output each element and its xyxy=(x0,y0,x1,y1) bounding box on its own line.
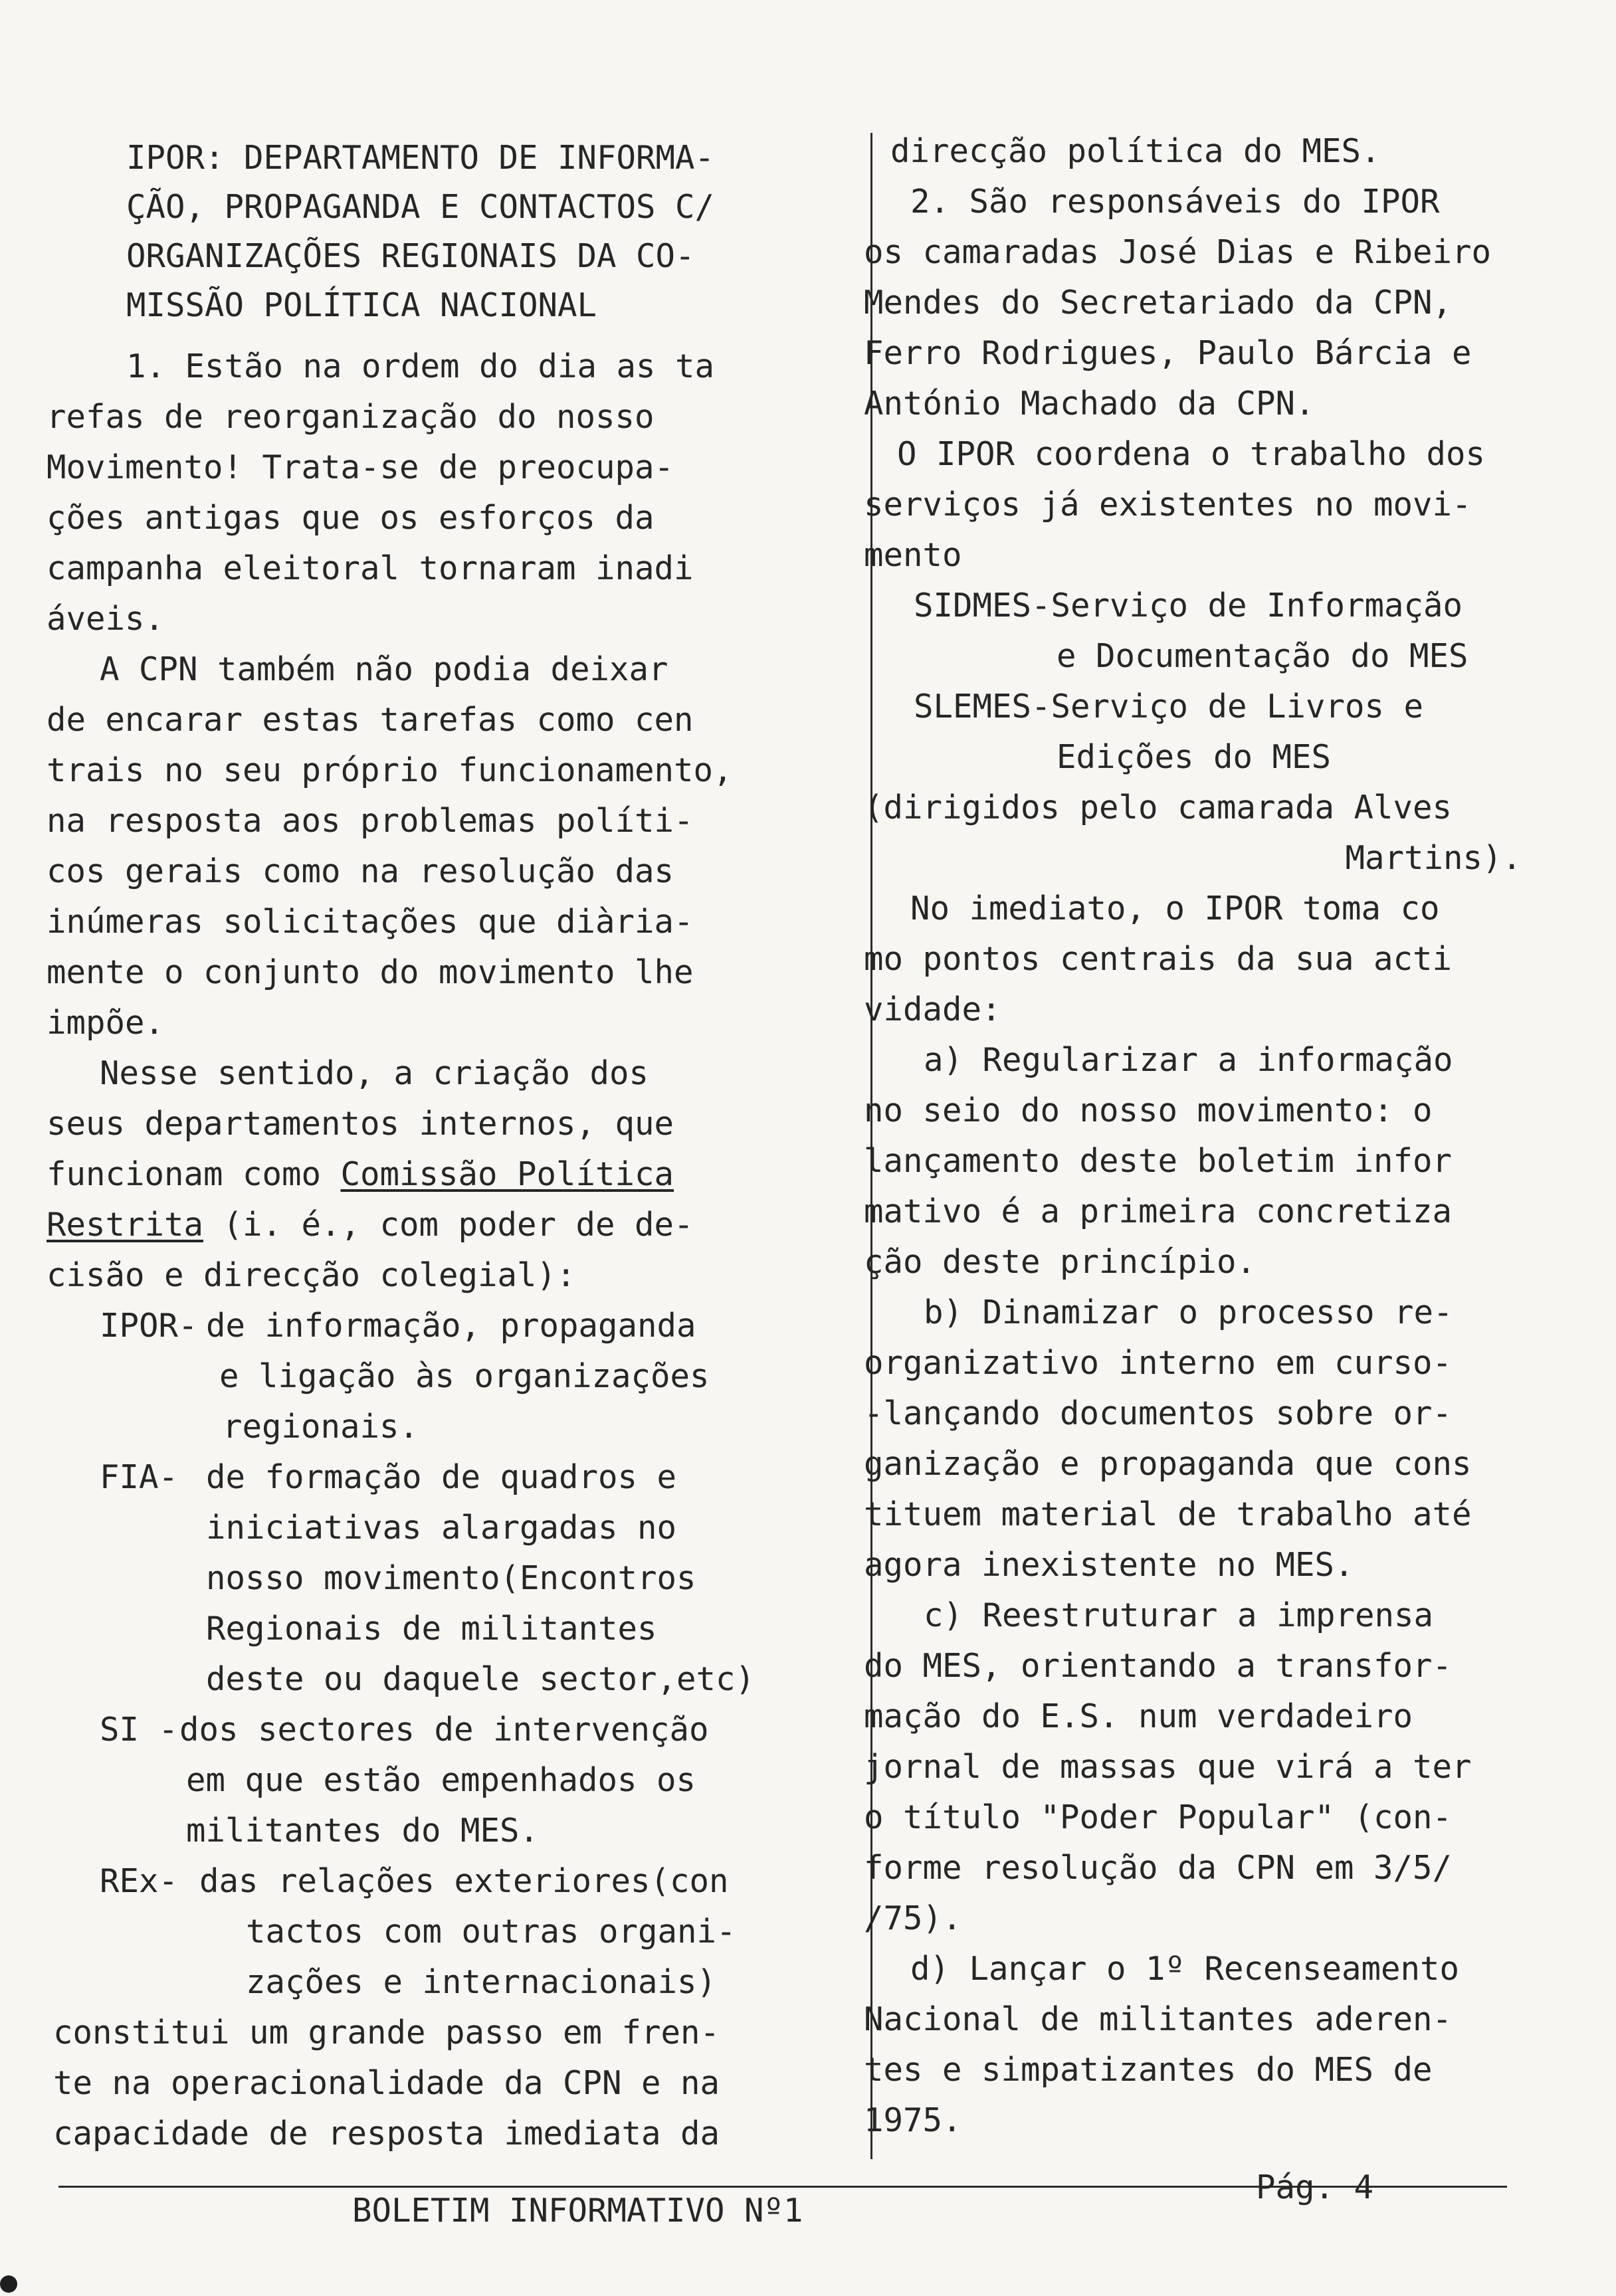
title-line: ORGANIZAÇÕES REGIONAIS DA CO- xyxy=(126,237,695,275)
text-line: tes e simpatizantes do MES de xyxy=(864,2051,1433,2089)
text-line: -lançando documentos sobre or- xyxy=(864,1394,1453,1432)
left-column xyxy=(47,133,857,2159)
text-line: forme resolução da CPN em 3/5/ xyxy=(864,1849,1453,1887)
text-line: Mendes do Secretariado da CPN, xyxy=(864,284,1453,322)
text-line: ções antigas que os esforços da xyxy=(47,499,655,537)
paragraph-1 xyxy=(47,341,857,644)
text-span: de informação, propaganda xyxy=(206,1307,696,1345)
text-line: Nesse sentido, a criação dos xyxy=(100,1054,649,1092)
text-line: impõe. xyxy=(47,1004,165,1042)
service-line: SLEMES-Serviço de Livros e xyxy=(914,688,1424,725)
item-c xyxy=(857,1590,1528,1944)
text-line: lançamento deste boletim infor xyxy=(864,1142,1453,1180)
text-line: (dirigidos pelo camarada Alves xyxy=(864,789,1453,826)
text-span: funcionam como xyxy=(47,1155,322,1193)
department-label: IPOR- xyxy=(100,1307,198,1345)
text-span: de formação de quadros e xyxy=(206,1458,677,1496)
text-line: vidade: xyxy=(864,991,1001,1028)
text-span: das relações exteriores(con xyxy=(199,1862,729,1900)
service-line: Edições do MES xyxy=(1057,738,1332,776)
paragraph-4-right xyxy=(857,884,1528,1035)
text-line: refas de reorganização do nosso xyxy=(47,398,655,436)
text-line xyxy=(47,1149,857,1200)
title-line: ÇÃO, PROPAGANDA E CONTACTOS C/ xyxy=(126,188,715,226)
text-line: trais no seu próprio funcionamento, xyxy=(47,751,733,789)
text-line: te na operacionalidade da CPN e na xyxy=(53,2064,720,2102)
text-line: A CPN também não podia deixar xyxy=(100,650,668,688)
text-line: e ligação às organizações xyxy=(219,1357,710,1395)
text-line: Movimento! Trata-se de preocupa- xyxy=(47,448,674,486)
text-line: ganização e propaganda que cons xyxy=(864,1445,1472,1483)
text-line: áveis. xyxy=(47,600,165,638)
text-line: na resposta aos problemas políti- xyxy=(47,802,694,840)
text-line: deste ou daquele sector,etc) xyxy=(206,1660,756,1698)
text-span: (i. é., com poder de de- xyxy=(203,1206,694,1244)
text-line: nosso movimento(Encontros xyxy=(206,1559,696,1597)
text-line: os camaradas José Dias e Ribeiro xyxy=(864,233,1492,271)
scan-mark-bottom-left xyxy=(0,2275,17,2293)
text-line: campanha eleitoral tornaram inadi xyxy=(47,549,694,587)
text-line: Nacional de militantes aderen- xyxy=(864,2000,1453,2038)
title-line: IPOR: DEPARTAMENTO DE INFORMA- xyxy=(126,139,715,177)
text-line: jornal de massas que virá a ter xyxy=(864,1748,1472,1786)
text-line: O IPOR coordena o trabalho dos xyxy=(897,435,1486,473)
text-line: Martins). xyxy=(1345,839,1522,877)
text-line: zações e internacionais) xyxy=(246,1963,717,2001)
text-line: Ferro Rodrigues, Paulo Bárcia e xyxy=(864,334,1472,372)
text-line: mativo é a primeira concretiza xyxy=(864,1193,1453,1230)
text-line: tactos com outras organi- xyxy=(246,1913,736,1951)
text-line: cisão e direcção colegial): xyxy=(47,1256,576,1294)
text-span: dos sectores de intervenção xyxy=(179,1711,709,1749)
department-label: REx- xyxy=(100,1862,179,1900)
text-line xyxy=(100,1452,857,1503)
text-line: 1. Estão na ordem do dia as ta xyxy=(126,347,715,385)
text-line: mente o conjunto do movimento lhe xyxy=(47,953,694,991)
title-line: MISSÃO POLÍTICA NACIONAL xyxy=(126,286,597,324)
text-line: No imediato, o IPOR toma co xyxy=(910,890,1440,927)
department-item xyxy=(100,1301,857,1452)
text-line: seus departamentos internos, que xyxy=(47,1105,674,1143)
text-line: cos gerais como na resolução das xyxy=(47,852,674,890)
paragraph-2 xyxy=(47,644,857,1048)
page-number: Pág. 4 xyxy=(1256,2168,1374,2206)
text-line: do MES, orientando a transfor- xyxy=(864,1647,1453,1685)
service-line: SIDMES-Serviço de Informação xyxy=(914,587,1463,624)
text-line: 2. São responsáveis do IPOR xyxy=(910,183,1440,221)
text-line: b) Dinamizar o processo re- xyxy=(924,1293,1453,1331)
section-title xyxy=(126,133,857,330)
text-line xyxy=(100,1301,857,1351)
text-line: capacidade de resposta imediata da xyxy=(53,2115,720,2152)
directed-by xyxy=(857,783,1528,884)
text-line: no seio do nosso movimento: o xyxy=(864,1092,1433,1129)
text-line: ção deste princípio. xyxy=(864,1243,1257,1281)
department-label: SI - xyxy=(100,1711,179,1749)
text-line: Regionais de militantes xyxy=(206,1610,657,1648)
text-line: mento xyxy=(864,536,962,574)
text-line: tituem material de trabalho até xyxy=(864,1495,1472,1533)
text-line: de encarar estas tarefas como cen xyxy=(47,701,694,739)
underlined-term: Restrita xyxy=(47,1206,204,1244)
bulletin-title: BOLETIM INFORMATIVO Nº1 xyxy=(352,2192,803,2230)
text-line: inúmeras solicitações que diària- xyxy=(47,903,694,941)
paragraph-3-right xyxy=(857,429,1528,581)
text-line: c) Reestruturar a imprensa xyxy=(924,1596,1434,1634)
service-line: e Documentação do MES xyxy=(1057,637,1468,675)
paragraph-3 xyxy=(47,1048,857,1301)
department-item xyxy=(100,1705,857,1856)
conclusion-paragraph xyxy=(47,2008,857,2159)
text-line: /75). xyxy=(864,1899,962,1937)
text-line: em que estão empenhados os xyxy=(186,1761,696,1799)
departments-list xyxy=(100,1301,857,2008)
text-line xyxy=(100,1705,857,1755)
department-label: FIA- xyxy=(100,1458,179,1496)
text-line: d) Lançar o 1º Recenseamento xyxy=(910,1950,1460,1988)
text-line: mo pontos centrais da sua acti xyxy=(864,940,1453,978)
department-item xyxy=(100,1452,857,1705)
item-b xyxy=(857,1288,1528,1590)
text-line: regionais. xyxy=(223,1408,419,1446)
text-line xyxy=(47,1200,857,1250)
services-list xyxy=(857,581,1528,783)
text-line: organizativo interno em curso- xyxy=(864,1344,1453,1382)
paragraph-2-right xyxy=(857,177,1528,429)
text-line: direcção política do MES. xyxy=(890,132,1381,170)
text-line: serviços já existentes no movi- xyxy=(864,486,1472,524)
text-line: o título "Poder Popular" (con- xyxy=(864,1798,1453,1836)
text-line: iniciativas alargadas no xyxy=(206,1509,677,1547)
item-d xyxy=(857,1944,1528,2146)
text-line: 1975. xyxy=(864,2101,962,2139)
text-line xyxy=(100,1856,857,1907)
item-a xyxy=(857,1035,1528,1288)
text-line: constitui um grande passo em fren- xyxy=(53,2014,720,2052)
underlined-term: Comissão Política xyxy=(340,1155,674,1193)
text-line: mação do E.S. num verdadeiro xyxy=(864,1697,1413,1735)
text-line: agora inexistente no MES. xyxy=(864,1546,1354,1584)
text-line: António Machado da CPN. xyxy=(864,385,1315,423)
text-line: militantes do MES. xyxy=(186,1812,540,1850)
text-line: a) Regularizar a informação xyxy=(924,1041,1453,1079)
right-column xyxy=(857,126,1528,2146)
department-item xyxy=(100,1856,857,2008)
